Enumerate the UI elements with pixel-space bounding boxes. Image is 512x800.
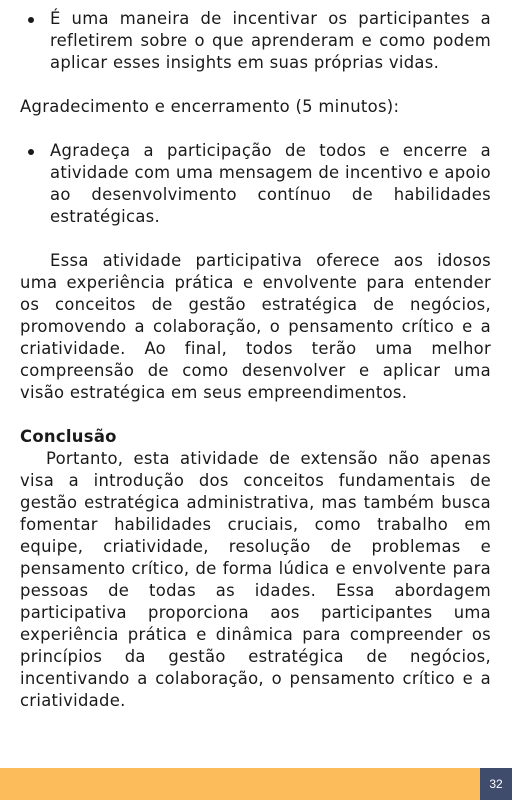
list-item bbox=[50, 8, 491, 74]
body-paragraph: Essa atividade participativa oferece aos idosos uma experiência prática e envolvente para entender os conceitos de gestão estratégica de negócios, promovendo a colaboração, o pensamento crítico e a criatividade. Ao final, todos terão uma melhor compreensão de como desenvolver e aplicar uma visão estratégica em seus empreendimentos. bbox=[20, 251, 491, 402]
bullet-text: É uma maneira de incentivar os participantes a refletirem sobre o que aprenderam e como podem aplicar esses insights em suas próprias vidas. bbox=[50, 9, 491, 72]
bullet-list-2 bbox=[20, 140, 491, 228]
bullet-dot-icon bbox=[28, 149, 34, 155]
bullet-text: Agradeça a participação de todos e encerre a atividade com uma mensagem de incentivo e apoio ao desenvolvimento contínuo de habilidades estratégicas. bbox=[50, 141, 491, 226]
bullet-list-1 bbox=[20, 8, 491, 74]
conclusion-paragraph: Portanto, esta atividade de extensão não apenas visa a introdução dos conceitos fundamentais de gestão estratégica administrativa, mas também busca fomentar habilidades cruciais, como trabalho em equipe, criatividade, resolução de problemas e pensamento crítico, de forma lúdica e envolvente para pessoas de todas as idades. Essa abordagem participativa proporciona aos participantes uma experiência prática e dinâmica para compreender os princípios da gestão estratégica de negócios, incentivando a colaboração, o pensamento crítico e a criatividade. bbox=[20, 449, 491, 710]
section-title: Agradecimento e encerramento (5 minutos): bbox=[20, 97, 400, 116]
conclusion-heading: Conclusão bbox=[20, 427, 117, 446]
page-number: 32 bbox=[480, 768, 512, 800]
bullet-dot-icon bbox=[28, 17, 34, 23]
footer-bar bbox=[0, 768, 480, 800]
page-content bbox=[20, 8, 491, 712]
list-item bbox=[50, 140, 491, 228]
